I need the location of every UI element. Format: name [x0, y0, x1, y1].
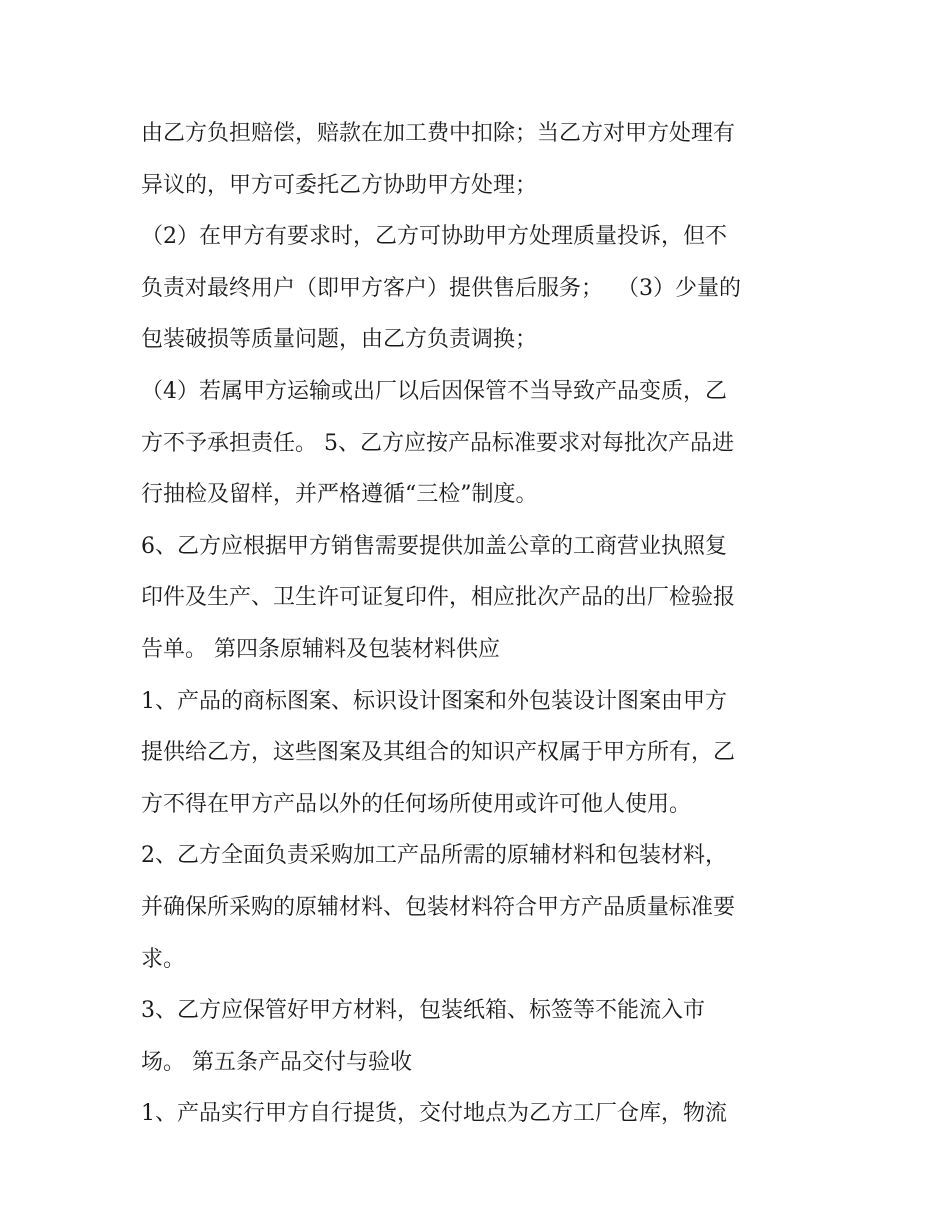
text-line: 2、乙方全面负责采购加工产品所需的原辅材料和包装材料， — [141, 843, 727, 869]
text-line: 提供给乙方，这些图案及其组合的知识产权属于甲方所有，乙 — [141, 740, 736, 766]
text-line: 方不予承担责任。 5、乙方应按产品标准要求对每批次产品进 — [141, 430, 734, 456]
text-line: 由乙方负担赔偿，赔款在加工费中扣除；当乙方对甲方处理有 — [141, 121, 736, 146]
text-line: 方不得在甲方产品以外的任何场所使用或许可他人使用。 — [141, 791, 692, 817]
text-line: 行抽检及留样，并严格遵循“三检”制度。 — [141, 482, 538, 508]
text-line: 1、产品的商标图案、标识设计图案和外包装设计图案由甲方 — [141, 688, 727, 714]
text-line: （4）若属甲方运输或出厂以后因保管不当导致产品变质，乙 — [141, 378, 727, 404]
text-line: 3、乙方应保管好甲方材料，包装纸箱、标签等不能流入市 — [141, 998, 705, 1024]
text-line: 6、乙方应根据甲方销售需要提供加盖公章的工商营业执照复 — [141, 533, 727, 559]
text-line: 1、产品实行甲方自行提货，交付地点为乙方工厂仓库，物流 — [141, 1101, 727, 1127]
text-line: 求。 — [141, 946, 186, 972]
text-line: （2）在甲方有要求时，乙方可协助甲方处理质量投诉，但不 — [141, 224, 727, 250]
text-line: 场。 第五条产品交付与验收 — [141, 1049, 412, 1075]
text-line: 告单。 第四条原辅料及包装材料供应 — [141, 636, 500, 662]
text-line: 包装破损等质量问题，由乙方负责调换； — [141, 327, 538, 353]
document-body — [141, 108, 821, 1140]
text-line: 负责对最终用户（即甲方客户）提供售后服务； （3）少量的 — [141, 275, 741, 301]
text-line: 并确保所采购的原辅材料、包装材料符合甲方产品质量标准要 — [141, 894, 736, 920]
text-line: 印件及生产、卫生许可证复印件，相应批次产品的出厂检验报 — [141, 585, 736, 611]
text-line: 异议的，甲方可委托乙方协助甲方处理； — [141, 172, 538, 198]
